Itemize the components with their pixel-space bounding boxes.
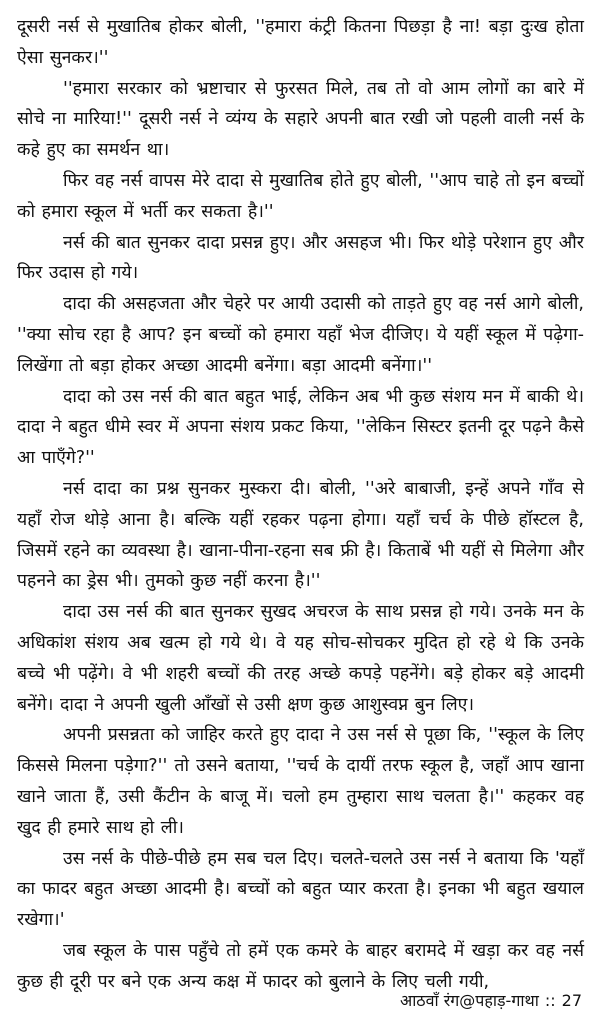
page-number: 27 <box>561 991 582 1010</box>
paragraph: अपनी प्रसन्नता को जाहिर करते हुए दादा ने उस नर्स से पूछा कि, ''स्कूल के लिए किससे मिलना पड़ेगा?'' तो उसने बताया, ''चर्च के दायीं तरफ स्कूल है, जहाँ आप खाना खाने जाता हैं, उसी कैंटीन के बाजू में। चलो हम तुम्हारा साथ चलता है।'' कहकर वह खुद ही हमारे साथ हो ली। <box>17 725 584 838</box>
paragraph: उस नर्स के पीछे-पीछे हम सब चल दिए। चलते-चलते उस नर्स ने बताया कि 'यहाँ का फादर बहुत अच्छा आदमी है। बच्चों को बहुत प्यार करता है। इनका भी बहुत खयाल रखेगा।' <box>17 848 584 931</box>
paragraph: ''हमारा सरकार को भ्रष्टाचार से फुरसत मिले, तब तो वो आम लोगों का बारे में सोचे ना मारिया!'' दूसरी नर्स ने व्यंग्य के सहारे अपनी बात रखी जो पहली वाली नर्स के कहे हुए का समर्थन था। <box>17 78 584 161</box>
paragraph: दादा की असहजता और चेहरे पर आयी उदासी को ताड़ते हुए वह नर्स आगे बोली, ''क्या सोच रहा है आप? इन बच्चों को हमारा यहाँ भेज दीजिए। ये यहीं स्कूल में पढ़ेगा-लिखेंगा तो बड़ा होकर अच्छा आदमी बनेंगा। बड़ा आदमी बनेंगा।'' <box>17 294 584 376</box>
paragraph: दूसरी नर्स से मुखातिब होकर बोली, ''हमारा कंट्री कितना पिछड़ा है ना! बड़ा दुःख होता ऐसा सुनकर।'' <box>17 17 584 68</box>
paragraph: जब स्कूल के पास पहुँचे तो हमें एक कमरे के बाहर बरामदे में खड़ा कर वह नर्स कुछ ही दूरी पर बने एक अन्य कक्ष में फादर को बुलाने के लिए चली गयी, <box>17 940 584 992</box>
page-footer <box>400 990 582 1012</box>
paragraph: नर्स की बात सुनकर दादा प्रसन्न हुए। और असहज भी। फिर थोड़े परेशान हुए और फिर उदास हो गये। <box>17 232 584 284</box>
body-text <box>17 12 584 998</box>
paragraph: फिर वह नर्स वापस मेरे दादा से मुखातिब होते हुए बोली, ''आप चाहे तो इन बच्चों को हमारा स्कूल में भर्ती कर सकता है।'' <box>17 170 584 222</box>
paragraph: दादा उस नर्स की बात सुनकर सुखद अचरज के साथ प्रसन्न हो गये। उनके मन के अधिकांश संशय अब खत्म हो गये थे। वे यह सोच-सोचकर मुदित हो रहे थे कि उनके बच्चे भी पढ़ेंगे। वे भी शहरी बच्चों की तरह अच्छे कपड़े पहनेंगे। बड़े होकर बड़े आदमी बनेंगे। दादा ने अपनी खुली आँखों से उसी क्षण कुछ आशुस्वप्न बुन लिए। <box>17 602 584 715</box>
running-title: आठवाँ रंग@पहाड़-गाथा <box>399 991 539 1010</box>
paragraph: दादा को उस नर्स की बात बहुत भाई, लेकिन अब भी कुछ संशय मन में बाकी थे। दादा ने बहुत धीमे स्वर में अपना संशय प्रकट किया, ''लेकिन सिस्टर इतनी दूर पढ़ने कैसे आ पाएँगे?'' <box>17 386 584 469</box>
footer-separator: :: <box>544 991 556 1010</box>
paragraph: नर्स दादा का प्रश्न सुनकर मुस्करा दी। बोली, ''अरे बाबाजी, इन्हें अपने गाँव से यहाँ रोज थोड़े आना है। बल्कि यहीं रहकर पढ़ना होगा। यहाँ चर्च के पीछे हॉस्टल है, जिसमें रहने का व्यवस्था है। खाना-पीना-रहना सब फ्री है। किताबें भी यहीं से मिलेगा और पहनने का ड्रेस भी। तुमको कुछ नहीं करना है।'' <box>17 478 584 592</box>
